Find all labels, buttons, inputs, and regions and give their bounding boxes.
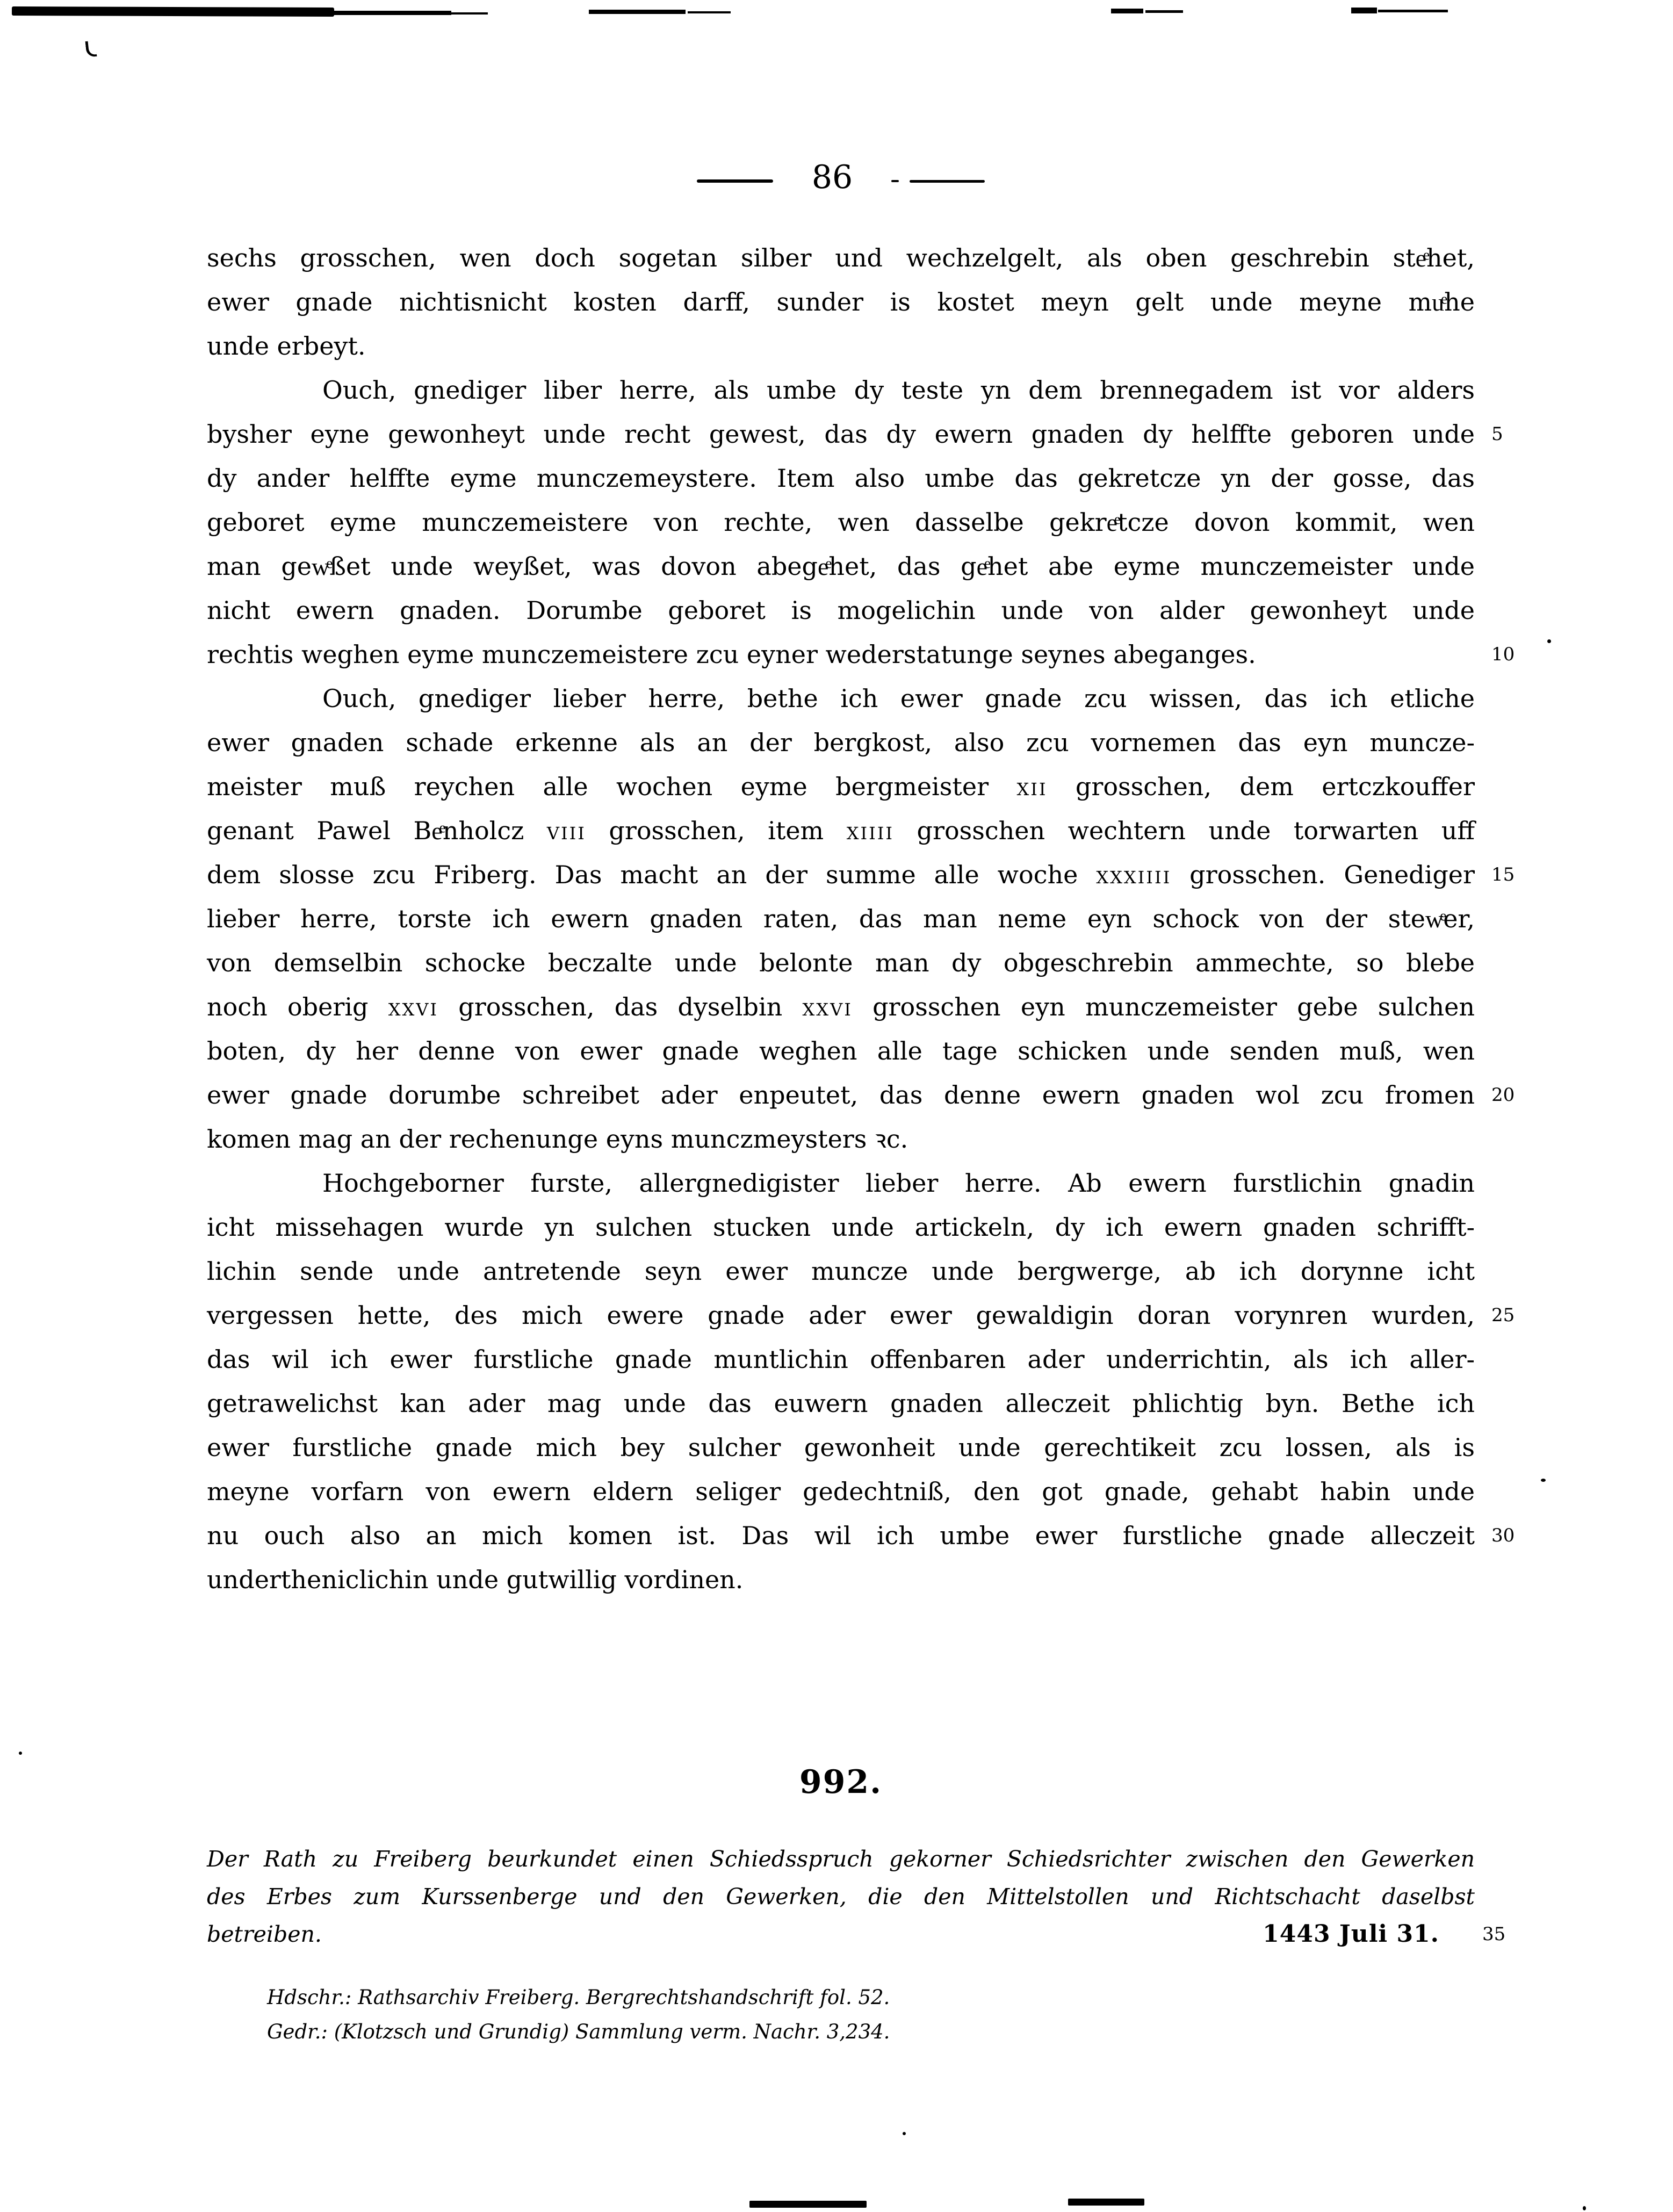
text-line: meister muß reychen alle wochen eyme bergmeister xii grosschen, dem ertczkouffer [207,772,1475,801]
ink-speck [903,2132,906,2135]
text-line: dem slosse zcu Friberg. Das macht an der summe alle woche xxxiiii grosschen. Genediger [207,860,1475,889]
line-number: 30 [1491,1525,1515,1546]
text-line: ewer gnade nichtisnicht kosten darff, sunder is kostet meyn gelt unde meyne muͤhe [207,287,1475,316]
line-number: 25 [1491,1305,1515,1326]
source-notes [267,1980,890,2049]
text-line: Ouch, gnediger liber herre, als umbe dy teste yn dem brennegadem ist vor alders [322,376,1475,405]
text-line: icht missehagen wurde yn sulchen stucken unde artickeln, dy ich ewern gnaden schrifft- [207,1213,1475,1242]
scan-artifact [1145,10,1183,13]
source-note-manuscript: Hdschr.: Rathsarchiv Freiberg. Bergrechtshandschrift fol. 52. [267,1986,890,2009]
text-line: rechtis weghen eyme munczemeistere zcu eyner wederstatunge seynes abeganges. [207,640,1256,669]
ink-mark [85,40,97,57]
scan-artifact [450,12,488,15]
scan-artifact [1351,8,1377,13]
source-note-printed: Gedr.: (Klotzsch und Grundig) Sammlung verm. Nachr. 3,234. [267,2020,890,2043]
ink-speck [19,1752,22,1755]
text-line: von demselbin schocke beczalte unde belonte man dy obgeschrebin ammechte, so blebe [207,948,1475,977]
text-line: unde erbeyt. [207,332,366,361]
text-line: vergessen hette, des mich ewere gnade ader ewer gewaldigin doran vorynren wurden, [207,1301,1475,1330]
text-line: lieber herre, torste ich ewern gnaden raten, das man neme eyn schock von der stewͤer, [207,904,1475,933]
text-line: undertheniclichin unde gutwillig vordinen. [207,1565,744,1594]
text-line: bysher eyne gewonheyt unde recht gewest, das dy ewern gnaden dy helffte geboren unde [207,420,1475,449]
ink-speck [1547,639,1551,643]
document-number-heading: 992. [799,1763,883,1801]
scan-artifact [328,11,451,15]
text-line: boten, dy her denne von ewer gnade weghen alle tage schicken unde senden muß, wen [207,1036,1475,1065]
text-line: dy ander helffte eyme munczemeystere. Item also umbe das gekretcze yn der gosse, das [207,464,1475,493]
text-line: nicht ewern gnaden. Dorumbe geboret is mogelichin unde von alder gewonheyt unde [207,596,1475,625]
scan-artifact [1068,2199,1144,2206]
line-number: 15 [1491,864,1515,885]
regest-line: des Erbes zum Kurssenberge und den Gewerken, die den Mittelstollen und Richtschacht daselbst [207,1884,1475,1910]
regest [207,1840,1506,1953]
text-line: getrawelichst kan ader mag unde das euwern gnaden alleczeit phlichtig byn. Bethe ich [207,1389,1475,1418]
text-line: das wil ich ewer furstliche gnade muntlichin offenbaren ader underrichtin, als ich aller- [207,1345,1475,1374]
line-number: 10 [1491,644,1515,665]
line-number: 35 [1482,1923,1506,1945]
ink-speck [1583,2206,1586,2210]
scan-artifact [688,11,731,13]
running-head [207,160,1475,194]
text-line: geboret eyme munczemeistere von rechte, wen dasselbe gekreͤtcze dovon kommit, wen [207,508,1475,537]
text-line: nu ouch also an mich komen ist. Das wil ich umbe ewer furstliche gnade alleczeit [207,1521,1475,1550]
text-line: noch oberig xxvi grosschen, das dyselbin xxvi grosschen eyn munczemeister gebe sulchen [207,992,1475,1021]
scan-artifact [1378,10,1448,12]
regest-line: betreiben. [207,1921,322,1947]
text-line: ewer gnaden schade erkenne als an der bergkost, also zcu vornemen das eyn muncze- [207,728,1475,757]
text-line: komen mag an der rechenunge eyns munczmeysters ꝛc. [207,1125,908,1154]
scan-artifact [12,6,334,17]
scan-artifact [1111,9,1143,13]
head-rule-left [697,179,773,183]
charter-text [207,236,1475,1602]
text-line: sechs grosschen, wen doch sogetan silber und wechzelgelt, als oben geschrebin steͤhet, [207,243,1475,272]
text-line: genant Pawel Beͤnholcz viii grosschen, item xiiii grosschen wechtern unde torwarten uff [207,816,1475,845]
document-date: 1443 Juli 31. [1263,1920,1439,1948]
text-line: Hochgeborner furste, allergnedigister lieber herre. Ab ewern furstlichin gnadin [322,1169,1475,1198]
regest-last-line [207,1915,1506,1953]
text-line: Ouch, gnediger lieber herre, bethe ich ewer gnade zcu wissen, das ich etliche [322,684,1475,713]
head-rule-right [891,180,985,183]
text-line: ewer gnade dorumbe schreibet ader enpeutet, das denne ewern gnaden wol zcu fromen [207,1080,1475,1109]
scan-artifact [749,2201,867,2208]
ink-speck [1541,1479,1546,1482]
line-number: 5 [1491,423,1503,445]
page-number: 86 [811,158,853,196]
text-line: meyne vorfarn von ewern eldern seliger gedechtniß, den got gnade, gehabt habin unde [207,1477,1475,1506]
line-number: 20 [1491,1084,1515,1106]
text-line: ewer furstliche gnade mich bey sulcher gewonheit unde gerechtikeit zcu lossen, als is [207,1433,1475,1462]
regest-line: Der Rath zu Freiberg beurkundet einen Schiedsspruch gekorner Schiedsrichter zwischen den Gewerken [207,1846,1475,1872]
text-line: man gewͤßet unde weyßet, was dovon abegeͤhet, das geͤhet abe eyme munczemeister unde [207,552,1475,581]
scan-artifact [589,10,686,14]
text-line: lichin sende unde antretende seyn ewer muncze unde bergwerge, ab ich dorynne icht [207,1257,1475,1286]
